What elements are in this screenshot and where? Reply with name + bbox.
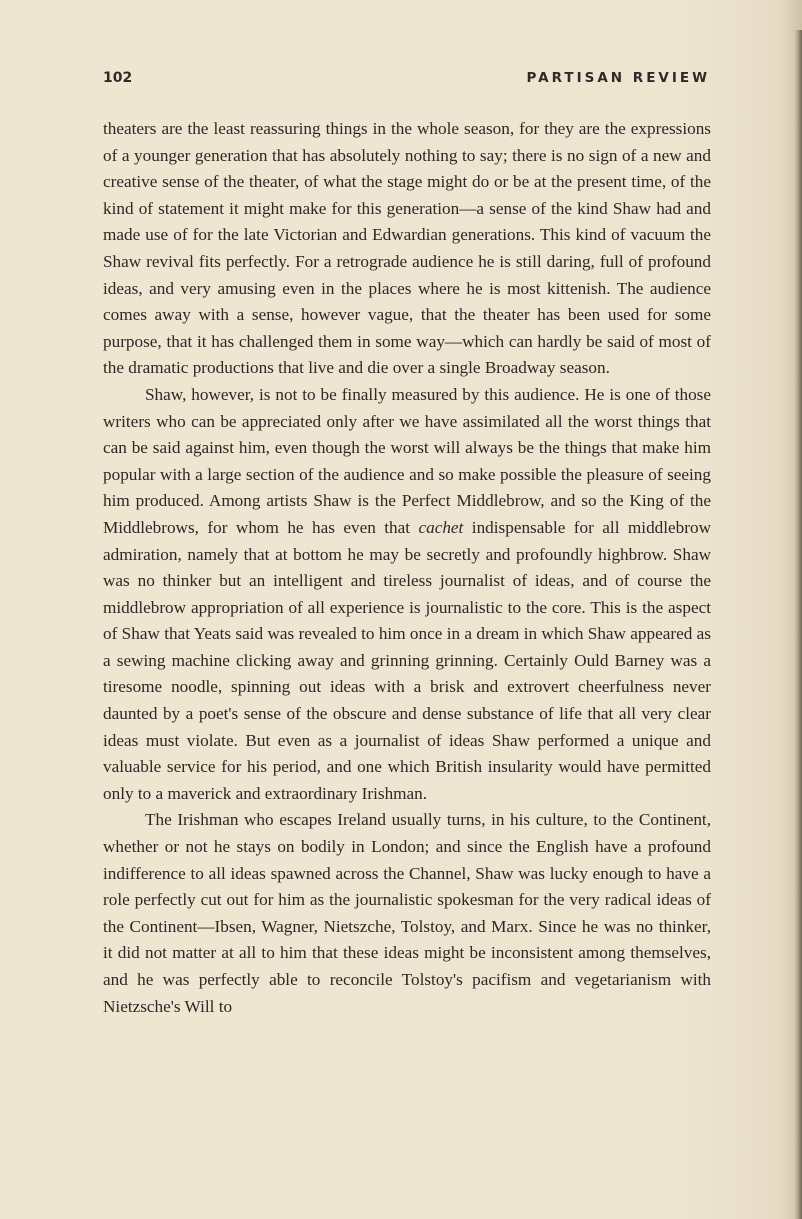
journal-title: PARTISAN REVIEW [526, 70, 710, 86]
running-header [103, 70, 710, 92]
italic-word-cachet: cachet [418, 517, 464, 537]
paragraph-3: The Irishman who escapes Ireland usually turns, in his culture, to the Continent, whether or not he stays on bodily in London; and since the English have a profound indifference to all ideas spawned across the Channel, Shaw was lucky enough to have a role perfectly cut out for him as the journalistic spokesman for the very radical ideas of the Continent—Ibsen, Wagner, Nietszche, Tolstoy, and Marx. Since he was no thinker, it did not matter at all to him that these ideas might be inconsistent among themselves, and he was perfectly able to reconcile Tolstoy's pacifism and vegetarianism with Nietzsche's Will to [103, 810, 711, 1016]
paragraph-1: theaters are the least reassuring things in the whole season, for they are the expressions of a younger generation that has absolutely nothing to say; there is no sign of a new and creative sense of the theater, of what the stage might do or be at the present time, of the kind of statement it might make for this generation—a sense of the kind Shaw had and made use of for the late Victorian and Edwardian generations. This kind of vacuum the Shaw revival fits perfectly. For a retrograde audience he is still daring, full of profound ideas, and very amusing even in the places where he is most kittenish. The audience comes away with a sense, however vague, that the theater has been used for some purpose, that it has challenged them in some way—which can hardly be said of most of the dramatic productions that live and die over a single Broadway season. [103, 119, 711, 378]
paragraph-2 [103, 382, 711, 808]
page-edge-shadow [794, 30, 802, 1219]
paragraph-2-part-1: Shaw, however, is not to be finally measured by this audience. He is one of those writers who can be appreciated only after we have assimilated all the worst things that can be said against him, even though the worst will always be the things that make him popular with a large section of the audience and so make possible the pleasure of seeing him produced. Among artists Shaw is the Perfect Middlebrow, and so the King of the Middlebrows, for whom he has even that [103, 384, 711, 537]
body-text [103, 116, 711, 1020]
page-number: 102 [103, 70, 133, 86]
paragraph-2-part-2: indispensable for all middlebrow admiration, namely that at bottom he may be secretly and profoundly highbrow. Shaw was no thinker but an intelligent and tireless journalist of ideas, and of course the middlebrow appropriation of all experience is journalistic to the core. This is the aspect of Shaw that Yeats said was revealed to him once in a dream in which Shaw appeared as a sewing machine clicking away and grinning grinning. Certainly Ould Barney was a tiresome noodle, spinning out ideas with a brisk and extrovert cheerfulness never daunted by a poet's sense of the obscure and dense substance of life that all very clear ideas must violate. But even as a journalist of ideas Shaw performed a unique and valuable service for his period, and one which British insularity would have permitted only to a maverick and extraordinary Irishman. [103, 517, 711, 803]
